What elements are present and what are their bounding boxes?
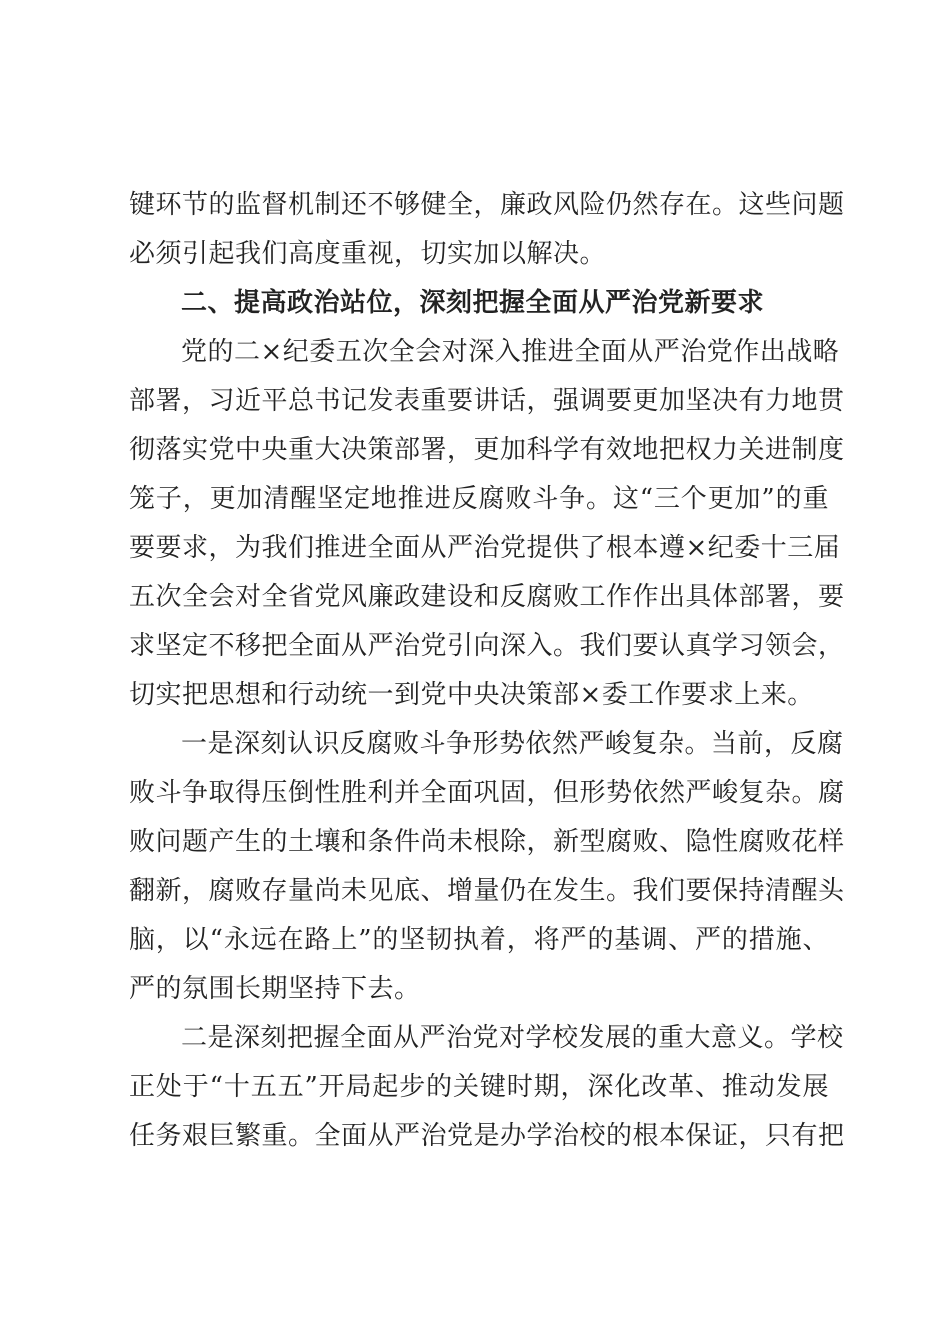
text-line: 键环节的监督机制还不够健全，廉政风险仍然存在。这些问题: [129, 190, 845, 220]
text-line: 脑，以“永远在路上”的坚韧执着，将严的基调、严的措施、: [129, 925, 829, 955]
text-line: 败问题产生的土壤和条件尚未根除，新型腐败、隐性腐败花样: [129, 827, 845, 857]
text-line: 翻新，腐败存量尚未见底、增量仍在发生。我们要保持清醒头: [129, 876, 845, 906]
text-line: 二是深刻把握全面从严治党对学校发展的重大意义。学校: [181, 1023, 844, 1053]
text-line: 任务艰巨繁重。全面从严治党是办学治校的根本保证，只有把: [129, 1121, 845, 1151]
text-line: 五次全会对全省党风廉政建设和反腐败工作作出具体部署，要: [129, 582, 845, 612]
text-line: 要要求，为我们推进全面从严治党提供了根本遵×纪委十三届: [129, 533, 841, 563]
document-body: [129, 181, 845, 1161]
text-line: 求坚定不移把全面从严治党引向深入。我们要认真学习领会，: [129, 631, 845, 661]
paragraph: [129, 1014, 845, 1161]
text-line: 彻落实党中央重大决策部署，更加科学有效地把权力关进制度: [129, 435, 845, 465]
paragraph: [129, 720, 845, 1014]
text-line: 一是深刻认识反腐败斗争形势依然严峻复杂。当前，反腐: [181, 729, 844, 759]
text-line: 正处于“十五五”开局起步的关键时期，深化改革、推动发展: [129, 1072, 829, 1102]
section-heading: [129, 279, 829, 328]
text-line: 严的氛围长期坚持下去。: [129, 974, 421, 1004]
text-line: 切实把思想和行动统一到党中央决策部×委工作要求上来。: [129, 680, 814, 710]
text-line: 部署，习近平总书记发表重要讲话，强调要更加坚决有力地贯: [129, 386, 845, 416]
text-line: 笼子，更加清醒坚定地推进反腐败斗争。这“三个更加”的重: [129, 484, 829, 514]
text-line: 败斗争取得压倒性胜利并全面巩固，但形势依然严峻复杂。腐: [129, 778, 845, 808]
paragraph: [129, 328, 845, 720]
paragraph-continuation: [129, 181, 845, 279]
text-line: 必须引起我们高度重视，切实加以解决。: [129, 239, 607, 269]
text-line: 党的二×纪委五次全会对深入推进全面从严治党作出战略: [181, 337, 840, 367]
section-heading-text: 二、提高政治站位，深刻把握全面从严治党新要求: [181, 288, 765, 318]
